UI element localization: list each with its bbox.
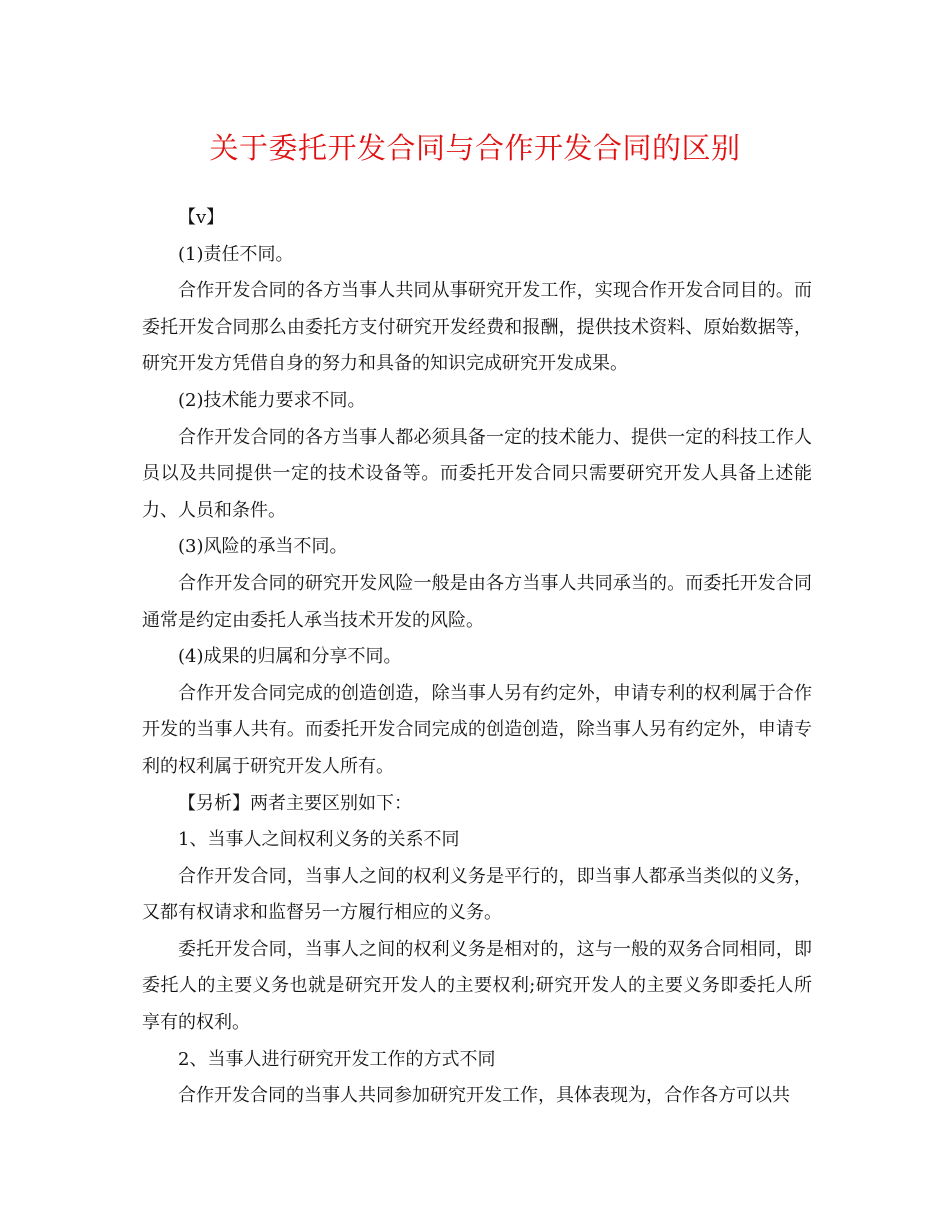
paragraph: 合作开发合同，当事人之间的权利义务是平行的，即当事人都承当类似的义务，又都有权请求和监督另一方履行相应的义务。 — [142, 865, 812, 924]
item-heading: 1、当事人之间权利义务的关系不同 — [178, 829, 460, 851]
section-tag: 【v】 — [178, 207, 225, 228]
document-title: 关于委托开发合同与合作开发合同的区别 — [209, 131, 741, 165]
paragraph: 合作开发合同完成的创造创造，除当事人另有约定外，申请专利的权利属于合作开发的当事人共有。而委托开发合同完成的创造创造，除当事人另有约定外，申请专利的权利属于研究开发人所有。 — [142, 682, 812, 777]
item-heading: 2、当事人进行研究开发工作的方式不同 — [178, 1048, 496, 1070]
item-heading: (1)责任不同。 — [178, 243, 294, 265]
section-tag: 【另析】两者主要区别如下： — [178, 792, 412, 814]
item-heading: (3)风险的承当不同。 — [178, 536, 348, 558]
paragraph: 合作开发合同的各方当事人都必须具备一定的技术能力、提供一定的科技工作人员以及共同提供一定的技术设备等。而委托开发合同只需要研究开发人具备上述能力、人员和条件。 — [142, 426, 812, 521]
item-heading: (2)技术能力要求不同。 — [178, 389, 366, 411]
paragraph: 合作开发合同的研究开发风险一般是由各方当事人共同承当的。而委托开发合同通常是约定由委托人承当技术开发的风险。 — [142, 572, 812, 631]
document-body — [142, 200, 812, 1115]
item-heading: (4)成果的归属和分享不同。 — [178, 646, 402, 668]
paragraph: 合作开发合同的当事人共同参加研究开发工作，具体表现为，合作各方可以共 — [178, 1085, 790, 1107]
paragraph: 委托开发合同，当事人之间的权利义务是相对的，这与一般的双务合同相同，即委托人的主要义务也就是研究开发人的主要权利;研究开发人的主要义务即委托人所享有的权利。 — [142, 938, 812, 1034]
paragraph: 合作开发合同的各方当事人共同从事研究开发工作，实现合作开发合同目的。而委托开发合同那么由委托方支付研究开发经费和报酬，提供技术资料、原始数据等，研究开发方凭借自身的努力和具备的知识完成研究开发成果。 — [142, 280, 812, 375]
